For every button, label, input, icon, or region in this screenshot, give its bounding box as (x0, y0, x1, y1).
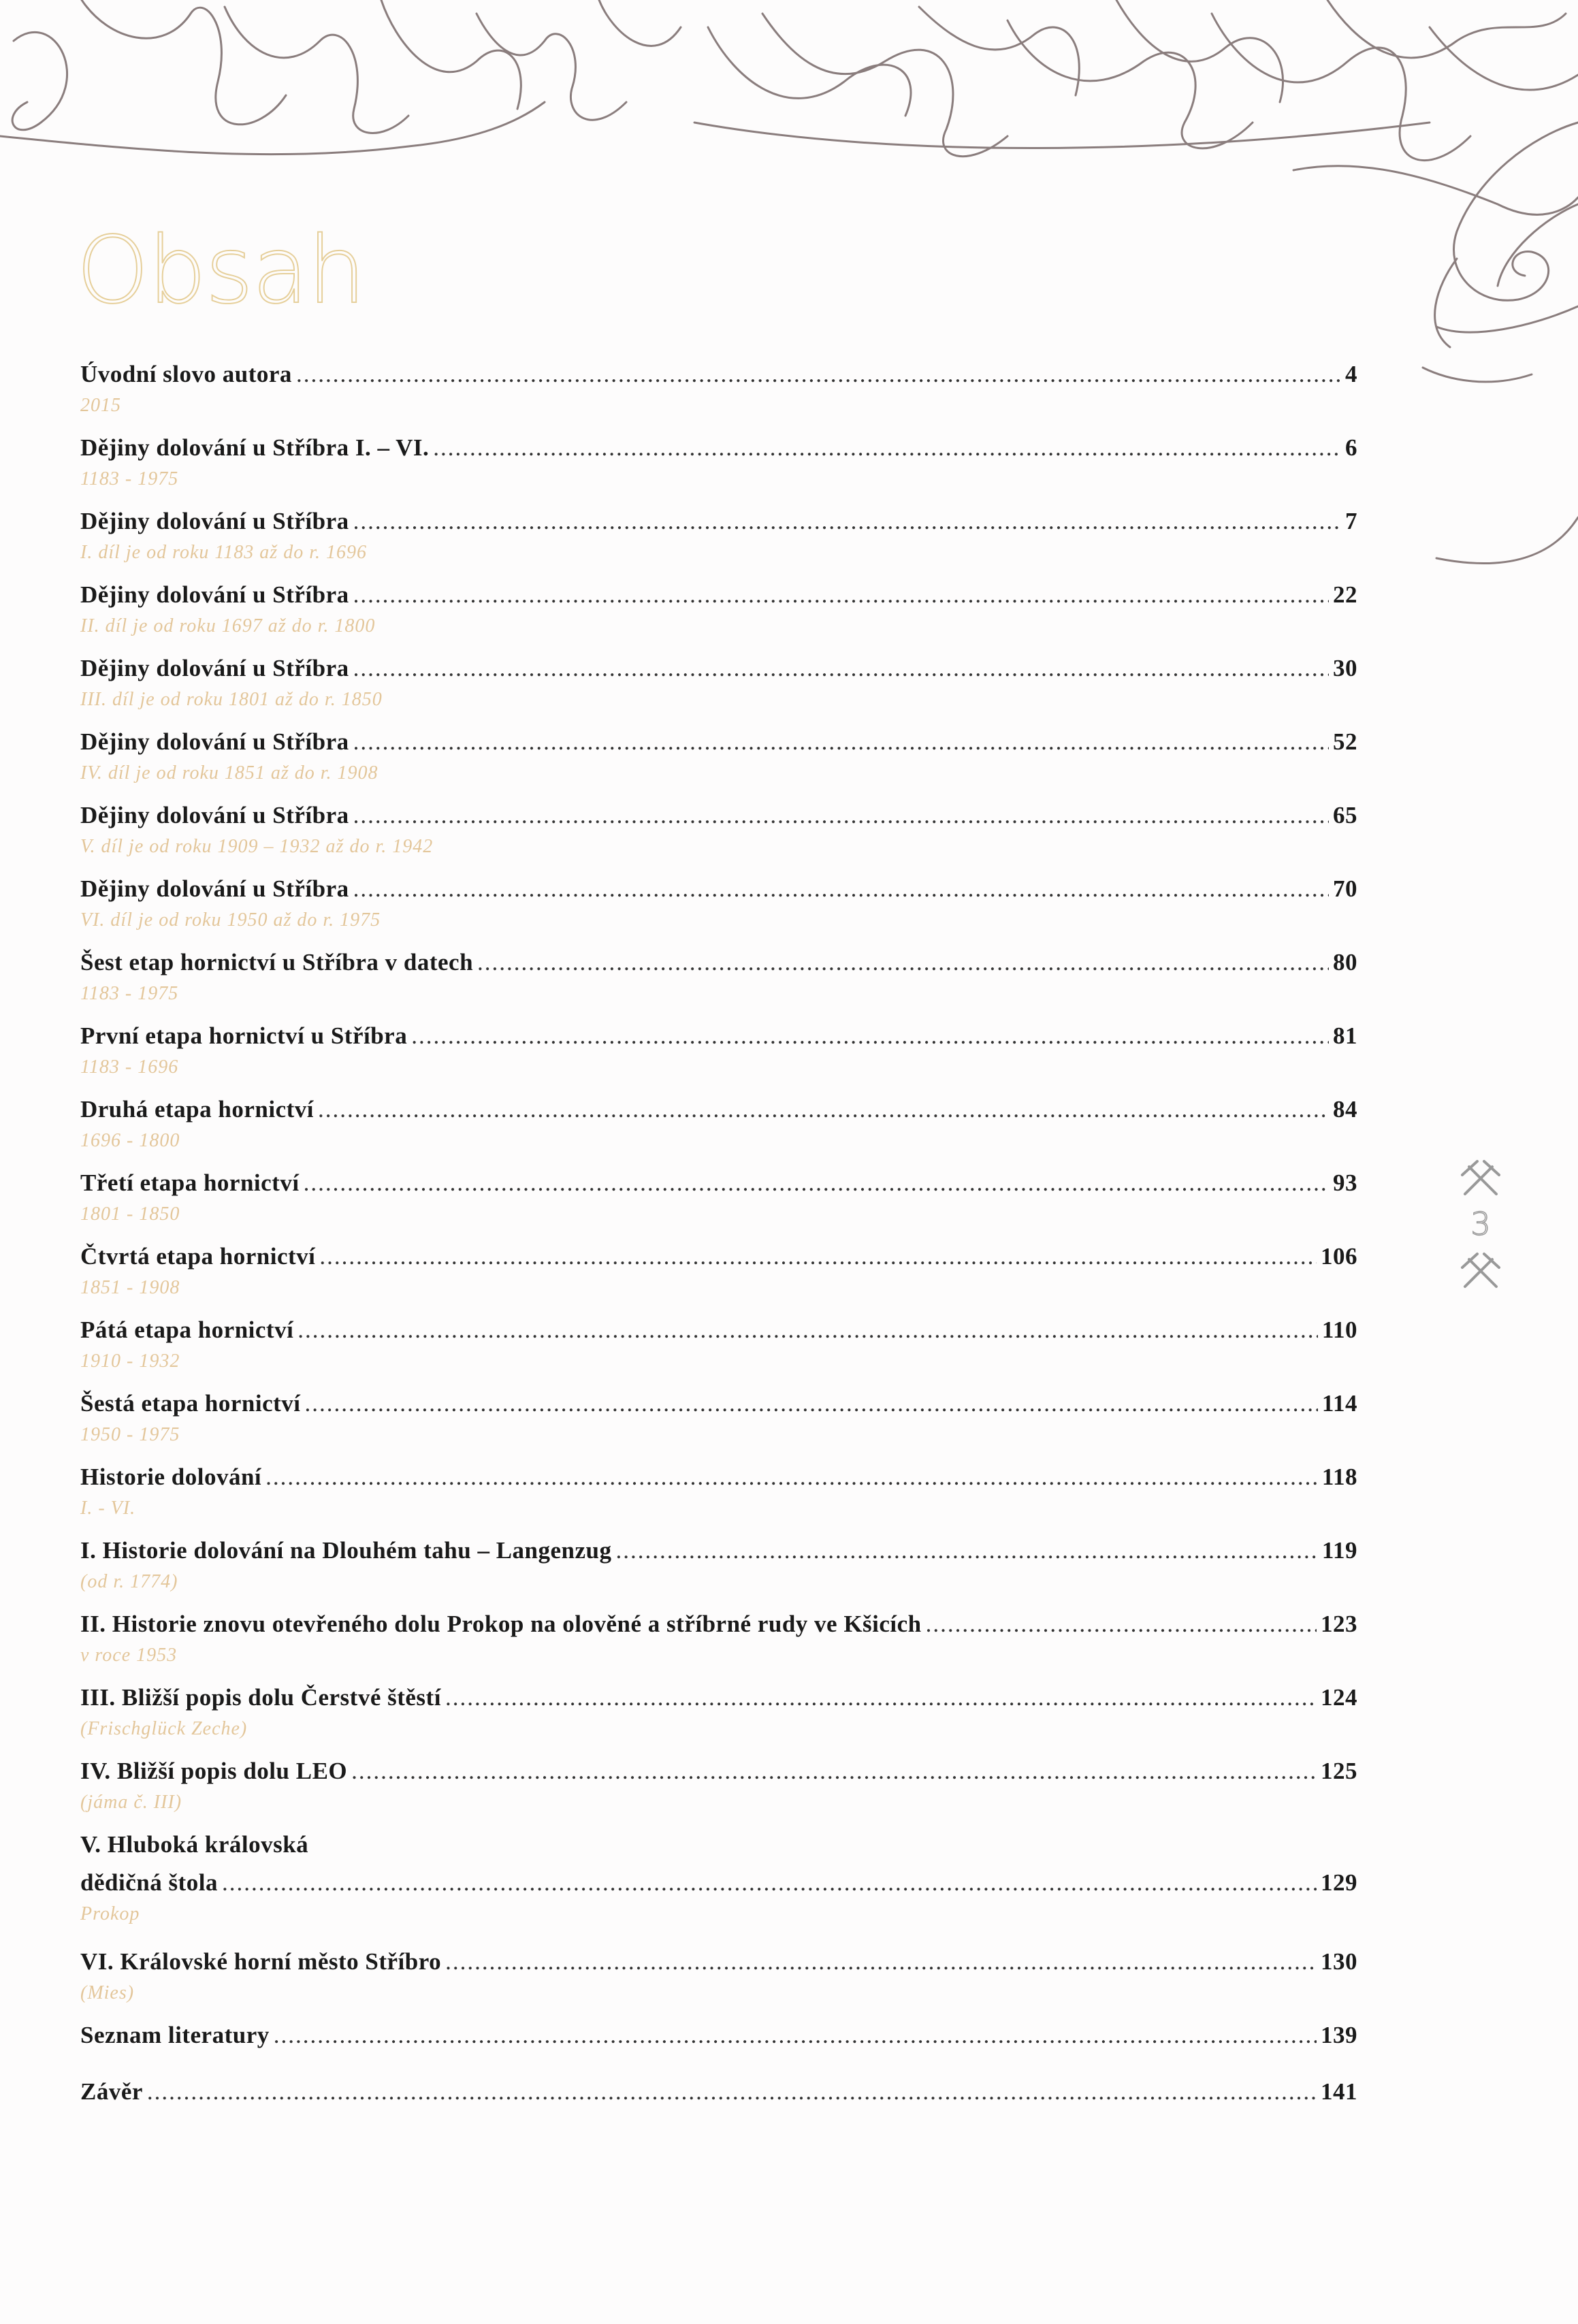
table-of-contents (80, 361, 1357, 2135)
toc-entry-subtitle: 1183 - 1975 (80, 983, 179, 1004)
leader-dots (274, 2022, 1317, 2049)
leader-dots (353, 875, 1329, 903)
toc-entry-page: 130 (1321, 1948, 1357, 1975)
toc-entry-label: Dějiny dolování u Stříbra (80, 581, 349, 608)
leader-dots (296, 361, 1341, 388)
toc-entry-label: V. Hluboká královská (80, 1831, 309, 1858)
page-title: Obsah (76, 217, 365, 325)
leader-dots (304, 1169, 1329, 1197)
toc-entry (80, 802, 1357, 875)
toc-entry (80, 1022, 1357, 1096)
leader-dots (445, 1684, 1317, 1711)
toc-entry-page: 106 (1321, 1243, 1357, 1270)
toc-entry-label: Dějiny dolování u Stříbra (80, 655, 349, 681)
page-number-block (1440, 1157, 1521, 1291)
toc-entry-label: Pátá etapa hornictví (80, 1317, 294, 1343)
leader-dots (297, 1317, 1318, 1344)
leader-dots (265, 1464, 1318, 1491)
toc-entry-page: 125 (1321, 1758, 1357, 1784)
leader-dots (222, 1869, 1317, 1897)
toc-entry-subtitle: 1183 - 1696 (80, 1056, 179, 1078)
toc-entry-subtitle: I. díl je od roku 1183 až do r. 1696 (80, 542, 367, 563)
toc-entry-subtitle: 1696 - 1800 (80, 1130, 180, 1151)
leader-dots (353, 655, 1329, 682)
leader-dots (477, 949, 1329, 976)
toc-entry-subtitle: II. díl je od roku 1697 až do r. 1800 (80, 615, 376, 636)
leader-dots (616, 1537, 1318, 1564)
toc-entry (80, 1464, 1357, 1537)
toc-entry (80, 949, 1357, 1022)
leader-dots (353, 728, 1329, 756)
toc-entry-label: dědičná štola (80, 1869, 218, 1896)
toc-entry-label: Úvodní slovo autora (80, 361, 292, 387)
toc-entry (80, 581, 1357, 655)
toc-entry-subtitle: IV. díl je od roku 1851 až do r. 1908 (80, 762, 379, 784)
leader-dots (319, 1243, 1317, 1270)
toc-entry-subtitle: 1183 - 1975 (80, 468, 179, 489)
toc-entry-label: Třetí etapa hornictví (80, 1169, 300, 1196)
toc-entry-page: 52 (1333, 728, 1357, 755)
toc-entry-subtitle: III. díl je od roku 1801 až do r. 1850 (80, 689, 383, 710)
toc-entry-page: 129 (1321, 1869, 1357, 1896)
toc-entry-label: I. Historie dolování na Dlouhém tahu – Langenzug (80, 1537, 612, 1564)
toc-entry (80, 1948, 1357, 2022)
toc-entry (80, 1611, 1357, 1684)
toc-entry-page: 22 (1333, 581, 1357, 608)
toc-entry-page: 65 (1333, 802, 1357, 828)
toc-entry-page: 118 (1321, 1464, 1357, 1490)
toc-entry-label: II. Historie znovu otevřeného dolu Prokop na olověné a stříbrné rudy ve Kšicích (80, 1611, 922, 1637)
toc-entry-label: Závěr (80, 2078, 143, 2105)
toc-entry-page: 7 (1345, 508, 1357, 534)
toc-entry-subtitle: Prokop (80, 1903, 140, 1924)
toc-entry-label: Seznam literatury (80, 2022, 270, 2048)
leader-dots (353, 802, 1329, 829)
toc-entry-page: 70 (1333, 875, 1357, 902)
toc-entry-subtitle: V. díl je od roku 1909 – 1932 až do r. 1942 (80, 836, 434, 857)
leader-dots (411, 1022, 1329, 1050)
toc-entry (80, 361, 1357, 434)
toc-entry-label: Dějiny dolování u Stříbra I. – VI. (80, 434, 430, 461)
toc-entry-label: Šest etap hornictví u Stříbra v datech (80, 949, 474, 975)
toc-entry-page: 93 (1333, 1169, 1357, 1196)
leader-dots (305, 1390, 1318, 1417)
toc-entry (80, 2078, 1357, 2135)
toc-entry (80, 2022, 1357, 2078)
toc-entry-page: 84 (1333, 1096, 1357, 1123)
leader-dots (318, 1096, 1329, 1123)
leader-dots (147, 2078, 1317, 2105)
toc-entry-label: Dějiny dolování u Stříbra (80, 728, 349, 755)
toc-entry-subtitle: (od r. 1774) (80, 1571, 178, 1592)
toc-entry-label: Historie dolování (80, 1464, 262, 1490)
toc-entry-label: Dějiny dolování u Stříbra (80, 875, 349, 902)
toc-entry-page: 81 (1333, 1022, 1357, 1049)
toc-entry (80, 875, 1357, 949)
toc-entry (80, 1684, 1357, 1758)
toc-entry-label: III. Bližší popis dolu Čerstvé štěstí (80, 1684, 441, 1711)
toc-entry-label: VI. Královské horní město Stříbro (80, 1948, 442, 1975)
page-number: 3 (1470, 1206, 1491, 1242)
leader-dots (433, 434, 1341, 462)
toc-entry-label: Druhá etapa hornictví (80, 1096, 314, 1123)
toc-entry-page: 114 (1321, 1390, 1357, 1417)
toc-entry-page: 123 (1321, 1611, 1357, 1637)
crossed-hammers-icon (1457, 1157, 1504, 1198)
crossed-hammers-icon (1457, 1250, 1504, 1291)
toc-entry-page: 124 (1321, 1684, 1357, 1711)
toc-entry-subtitle: (Frischglück Zeche) (80, 1718, 248, 1739)
toc-entry-label: Dějiny dolování u Stříbra (80, 802, 349, 828)
toc-entry-page: 139 (1321, 2022, 1357, 2048)
leader-dots (351, 1758, 1317, 1785)
toc-entry-page: 119 (1321, 1537, 1357, 1564)
toc-entry (80, 728, 1357, 802)
toc-entry (80, 655, 1357, 728)
toc-entry-v (80, 1831, 1357, 1948)
toc-entry-page: 30 (1333, 655, 1357, 681)
toc-entry-page: 110 (1321, 1317, 1357, 1343)
toc-entry-label: Čtvrtá etapa hornictví (80, 1243, 316, 1270)
leader-dots (353, 581, 1329, 609)
toc-entry (80, 1758, 1357, 1831)
toc-entry-subtitle: 1801 - 1850 (80, 1204, 180, 1225)
toc-entry (80, 1390, 1357, 1464)
toc-entry-subtitle: v roce 1953 (80, 1645, 178, 1666)
toc-entry-label: Šestá etapa hornictví (80, 1390, 301, 1417)
leader-dots (445, 1948, 1317, 1975)
toc-entry-subtitle: VI. díl je od roku 1950 až do r. 1975 (80, 909, 381, 931)
leader-dots (353, 508, 1341, 535)
leader-dots (926, 1611, 1317, 1638)
toc-entry (80, 1096, 1357, 1169)
toc-entry (80, 434, 1357, 508)
toc-entry-page: 80 (1333, 949, 1357, 975)
toc-entry-page: 4 (1345, 361, 1357, 387)
toc-entry-subtitle: 1910 - 1932 (80, 1351, 180, 1372)
calligraphy-flourish-right (1396, 82, 1578, 599)
toc-entry-subtitle: (Mies) (80, 1982, 135, 2003)
toc-entry (80, 1243, 1357, 1317)
toc-entry-page: 6 (1345, 434, 1357, 461)
toc-entry (80, 508, 1357, 581)
toc-entry-page: 141 (1321, 2078, 1357, 2105)
toc-entry-subtitle: (jáma č. III) (80, 1792, 182, 1813)
toc-entry-subtitle: 2015 (80, 395, 121, 416)
toc-entry-label: Dějiny dolování u Stříbra (80, 508, 349, 534)
toc-entry-label: IV. Bližší popis dolu LEO (80, 1758, 348, 1784)
toc-entry (80, 1169, 1357, 1243)
toc-entry-subtitle: 1851 - 1908 (80, 1277, 180, 1298)
toc-entry (80, 1317, 1357, 1390)
toc-entry (80, 1537, 1357, 1611)
toc-entry-subtitle: I. - VI. (80, 1498, 136, 1519)
toc-entry-subtitle: 1950 - 1975 (80, 1424, 180, 1445)
toc-entry-label: První etapa hornictví u Stříbra (80, 1022, 408, 1049)
